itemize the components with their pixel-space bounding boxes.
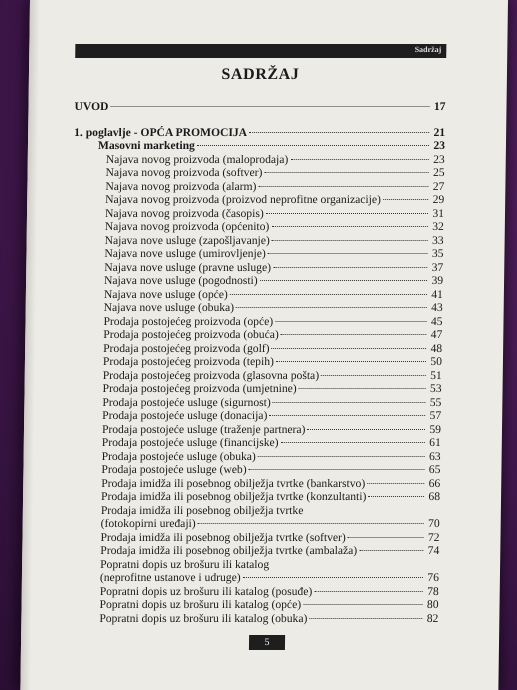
- dot-leader: [299, 388, 426, 389]
- toc-page-number: 57: [429, 409, 442, 422]
- toc-page-number: 37: [431, 260, 444, 274]
- toc-page-number: 47: [430, 328, 443, 341]
- dot-leader: [258, 186, 428, 187]
- toc-label: Najava nove usluge (umirovljenje): [104, 247, 266, 260]
- toc-page-number: 82: [426, 611, 439, 625]
- dot-leader: [272, 240, 428, 241]
- toc-entry: [72, 261, 443, 275]
- toc-page-number: 80: [426, 598, 439, 611]
- dot-leader: [271, 226, 427, 227]
- toc-entry-neprofitne: [68, 558, 439, 585]
- toc-entry: [68, 585, 439, 599]
- toc-label: Najava novog proizvoda (softver): [105, 166, 263, 179]
- dot-leader: [197, 145, 429, 146]
- toc-page-number: 51: [430, 368, 442, 382]
- toc-entry: [70, 396, 441, 410]
- toc-entry: [70, 450, 441, 464]
- running-header-label: Sadržaj: [414, 45, 442, 54]
- toc-label: Prodaja postojećeg proizvoda (umjetnine): [102, 382, 297, 395]
- toc-entry-uvod: [74, 100, 445, 114]
- toc-label: Najava nove usluge (pravne usluge): [104, 260, 272, 274]
- dot-leader: [272, 348, 427, 349]
- dot-leader: [281, 334, 427, 335]
- running-header-bar: [75, 44, 446, 58]
- toc-entry: [69, 463, 440, 477]
- toc-label: Najava novog proizvoda (proizvod neprofitne organizacije): [105, 193, 381, 206]
- toc-page-number: 32: [432, 220, 444, 233]
- toc-entries-group-1: [69, 153, 445, 504]
- toc-page-number: 65: [428, 463, 441, 476]
- toc-label: UVOD: [74, 100, 109, 113]
- toc-label: Najava nove usluge (obuka): [103, 301, 235, 314]
- dot-leader: [281, 442, 425, 443]
- toc-label: Prodaja postojeće usluge (sigurnost): [102, 395, 271, 409]
- book-page: [20, 0, 508, 690]
- toc-page-number: 43: [431, 301, 443, 314]
- toc-label: Prodaja postojeće usluge (obuka): [101, 449, 256, 463]
- toc-page-number: 35: [431, 247, 444, 260]
- toc-entry: [70, 382, 441, 396]
- dot-leader: [314, 591, 422, 592]
- dot-leader: [290, 159, 428, 160]
- dot-leader: [275, 321, 426, 322]
- toc-entry: [73, 180, 444, 194]
- toc-label: Najava nove usluge (zapošljavanje): [104, 233, 270, 247]
- toc-entry: [73, 207, 444, 221]
- dot-leader: [236, 307, 427, 308]
- toc-entry: [72, 274, 443, 288]
- toc-entry-line: [101, 504, 440, 518]
- toc-page-number: 23: [433, 152, 445, 166]
- toc-label: Popratni dopis uz brošuru ili katalog (opće): [99, 598, 302, 611]
- toc-label: Najava nove usluge (pogodnosti): [103, 274, 258, 287]
- toc-entry-fotokopirni: [69, 504, 440, 531]
- toc-entry-line: [100, 558, 439, 572]
- toc-entry: [67, 598, 438, 612]
- dot-leader: [243, 577, 423, 578]
- toc-entries-group-3: [67, 585, 439, 626]
- toc-entry: [71, 342, 442, 356]
- toc-page-number: 59: [429, 422, 442, 436]
- toc-entry-section: [74, 139, 445, 153]
- toc-entry: [70, 436, 441, 450]
- dot-leader: [249, 469, 425, 470]
- toc-entry: [71, 328, 442, 342]
- dot-leader: [230, 294, 427, 295]
- dot-leader: [309, 618, 422, 619]
- toc-entry: [70, 409, 441, 423]
- toc-label: Prodaja postojećeg proizvoda (golf): [103, 341, 270, 355]
- toc-entry: [67, 612, 438, 626]
- toc-label: Prodaja postojeće usluge (web): [101, 463, 247, 476]
- toc-page-number: 61: [429, 436, 441, 449]
- toc-page-number: 45: [430, 314, 443, 328]
- dot-leader: [110, 106, 429, 107]
- dot-leader: [303, 604, 422, 605]
- toc-page-number: 70: [428, 517, 440, 530]
- toc-entry: [71, 355, 442, 369]
- toc-label: Prodaja postojećeg proizvoda (glasovna pošta): [102, 368, 320, 382]
- table-of-contents: [67, 100, 445, 625]
- dot-leader: [269, 415, 425, 416]
- toc-label: Prodaja imidža ili posebnog obilježja tvrtke (konzultanti): [100, 490, 367, 503]
- toc-page-number: 48: [430, 341, 443, 355]
- toc-label: Popratni dopis uz brošuru ili katalog (posuđe): [99, 584, 313, 598]
- dot-leader: [321, 375, 426, 376]
- toc-label: Popratni dopis uz brošuru ili katalog (obuka): [99, 611, 308, 625]
- dot-leader: [368, 496, 424, 497]
- dot-leader: [260, 280, 427, 281]
- toc-page-number: 41: [431, 287, 443, 301]
- toc-label: Popratni dopis uz brošuru ili katalog: [100, 557, 270, 571]
- toc-page-number: 29: [432, 193, 445, 206]
- toc-entry-chapter-1: [74, 126, 445, 140]
- toc-entry: [73, 166, 444, 180]
- dot-leader: [307, 429, 425, 430]
- toc-entry: [69, 477, 440, 491]
- toc-entry: [70, 423, 441, 437]
- toc-label: Prodaja imidža ili posebnog obilježja tvrtke (ambalaža): [100, 544, 358, 557]
- toc-entry: [74, 153, 445, 167]
- dot-leader: [273, 267, 427, 268]
- toc-label: Prodaja postojeće usluge (traženje partnera): [101, 422, 306, 436]
- toc-page-number: 63: [428, 449, 441, 463]
- toc-label: Prodaja postojeće usluge (financijske): [101, 436, 279, 449]
- toc-label: Prodaja postojećeg proizvoda (obuća): [103, 328, 279, 341]
- toc-label: Masovni marketing: [97, 139, 195, 152]
- toc-page-number: 74: [427, 544, 440, 557]
- dot-leader: [273, 402, 426, 403]
- toc-page-number: 33: [431, 233, 444, 247]
- toc-label: Prodaja imidža ili posebnog obilježja tvrtke (bankarstvo): [101, 476, 366, 490]
- toc-page-number: 50: [430, 355, 443, 368]
- toc-page-number: 72: [427, 530, 440, 544]
- toc-entry: [73, 234, 444, 248]
- toc-entry: [72, 288, 443, 302]
- toc-page-number: 39: [431, 274, 444, 287]
- dot-leader: [249, 132, 429, 133]
- toc-page-number: 23: [433, 139, 446, 152]
- toc-page-number: 55: [429, 395, 442, 409]
- toc-label: Najava novog proizvoda (časopis): [104, 206, 264, 220]
- toc-page-number: 17: [433, 100, 446, 113]
- dot-leader: [367, 483, 424, 484]
- toc-page-number: 76: [427, 571, 440, 584]
- toc-entry-line: [100, 571, 439, 585]
- toc-page-number: 66: [428, 476, 441, 490]
- toc-entry: [73, 220, 444, 234]
- dot-leader: [258, 456, 425, 457]
- toc-entry: [73, 193, 444, 207]
- toc-label: Prodaja postojećeg proizvoda (opće): [103, 314, 274, 328]
- toc-label: (fotokopirni uređaji): [100, 517, 196, 530]
- toc-entry: [71, 369, 442, 383]
- toc-entry: [72, 247, 443, 261]
- toc-entries-group-2: [68, 531, 439, 558]
- dot-leader: [264, 172, 428, 173]
- toc-page-number: 25: [432, 166, 445, 179]
- toc-entry: [69, 490, 440, 504]
- dot-leader: [359, 550, 423, 551]
- dot-leader: [276, 361, 426, 362]
- toc-entry: [68, 544, 439, 558]
- toc-page-number: 21: [433, 125, 446, 139]
- toc-label: Najava nove usluge (opće): [103, 287, 228, 301]
- toc-label: Prodaja imidža ili posebnog obilježja tvrtke (softver): [100, 530, 346, 544]
- dot-leader: [383, 199, 428, 200]
- dot-leader: [198, 523, 424, 524]
- toc-page-number: 31: [432, 206, 445, 220]
- toc-label: Najava novog proizvoda (maloprodaja): [105, 152, 289, 166]
- dot-leader: [268, 253, 428, 254]
- toc-entry: [71, 315, 442, 329]
- toc-label: Najava novog proizvoda (alarm): [105, 179, 257, 193]
- page-number: 5: [249, 635, 285, 650]
- toc-label: Prodaja postojeće usluge (donacija): [102, 409, 268, 422]
- toc-page-number: 78: [427, 584, 439, 598]
- toc-entry-line: [101, 517, 440, 531]
- toc-label: Prodaja imidža ili posebnog obilježja tvrtke: [100, 503, 304, 517]
- toc-page-number: 27: [432, 179, 445, 193]
- dot-leader: [266, 213, 428, 214]
- toc-page-number: 53: [429, 382, 442, 395]
- toc-page-number: 68: [428, 490, 441, 503]
- toc-label: Prodaja postojećeg proizvoda (tepih): [102, 355, 274, 368]
- toc-label: Najava novog proizvoda (općenito): [104, 220, 270, 233]
- toc-label: (neprofitne ustanove i udruge): [99, 571, 241, 584]
- toc-entry: [72, 301, 443, 315]
- dot-leader: [348, 537, 424, 538]
- page-title: SADRŽAJ: [221, 66, 300, 83]
- toc-label: 1. poglavlje - OPĆA PROMOCIJA: [74, 125, 248, 139]
- toc-entry: [68, 531, 439, 545]
